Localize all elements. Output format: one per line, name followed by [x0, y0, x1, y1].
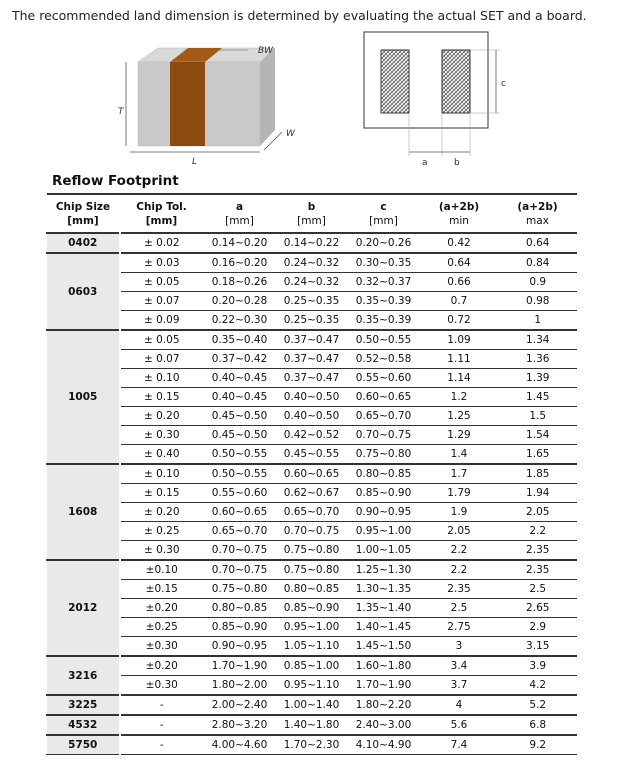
a2b-min-cell: 2.5 — [420, 599, 499, 618]
c-cell: 0.35~0.39 — [348, 311, 420, 331]
chip-tol-cell: ± 0.10 — [120, 464, 204, 484]
a2b-max-cell: 2.2 — [499, 522, 577, 541]
a2b-min-cell: 3.7 — [420, 676, 499, 696]
a2b-min-cell: 1.25 — [420, 407, 499, 426]
table-row — [47, 715, 577, 735]
a-cell: 0.35~0.40 — [204, 330, 276, 350]
table-row — [47, 560, 577, 580]
section-title: Reflow Footprint — [52, 173, 179, 189]
c-cell: 1.80~2.20 — [348, 695, 420, 715]
c-cell: 2.40~3.00 — [348, 715, 420, 735]
a2b-max-cell: 4.2 — [499, 676, 577, 696]
a2b-max-cell: 1.45 — [499, 388, 577, 407]
b-cell: 0.42~0.52 — [276, 426, 348, 445]
a2b-min-cell: 1.9 — [420, 503, 499, 522]
a-cell: 0.80~0.85 — [204, 599, 276, 618]
header-a: a [mm] — [204, 194, 276, 233]
a2b-min-cell: 5.6 — [420, 715, 499, 735]
a-cell: 0.55~0.60 — [204, 484, 276, 503]
a2b-max-cell: 1.85 — [499, 464, 577, 484]
a-cell: 0.40~0.45 — [204, 369, 276, 388]
chip-tol-cell: ± 0.20 — [120, 407, 204, 426]
chip-tol-cell: - — [120, 715, 204, 735]
a2b-min-cell: 1.09 — [420, 330, 499, 350]
b-cell: 0.95~1.00 — [276, 618, 348, 637]
b-cell: 0.25~0.35 — [276, 292, 348, 311]
label-bw: BW — [258, 46, 274, 56]
chip-size-cell: 1608 — [47, 464, 120, 560]
land-pad-right — [442, 50, 470, 113]
table-row — [47, 735, 577, 755]
b-cell: 1.40~1.80 — [276, 715, 348, 735]
a2b-min-cell: 0.66 — [420, 273, 499, 292]
reflow-footprint-table — [46, 193, 577, 755]
a2b-min-cell: 0.64 — [420, 253, 499, 273]
a2b-min-cell: 3.4 — [420, 656, 499, 676]
c-cell: 1.35~1.40 — [348, 599, 420, 618]
a2b-max-cell: 1.5 — [499, 407, 577, 426]
label-b: b — [454, 158, 460, 168]
a-cell: 4.00~4.60 — [204, 735, 276, 755]
a2b-min-cell: 3 — [420, 637, 499, 657]
chip-tol-cell: ± 0.40 — [120, 445, 204, 465]
chip-tol-cell: ± 0.15 — [120, 388, 204, 407]
c-cell: 1.00~1.05 — [348, 541, 420, 561]
table-row — [47, 656, 577, 676]
c-cell: 0.90~0.95 — [348, 503, 420, 522]
chip-tol-cell: ± 0.30 — [120, 541, 204, 561]
b-cell: 1.05~1.10 — [276, 637, 348, 657]
chip-tol-cell: ±0.30 — [120, 676, 204, 696]
land-pad-left — [381, 50, 409, 113]
a-cell: 0.14~0.20 — [204, 233, 276, 253]
b-cell: 0.25~0.35 — [276, 311, 348, 331]
chip-size-cell: 3216 — [47, 656, 120, 695]
c-cell: 1.70~1.90 — [348, 676, 420, 696]
chip-band-front — [170, 62, 205, 146]
b-cell: 0.45~0.55 — [276, 445, 348, 465]
b-cell: 0.24~0.32 — [276, 253, 348, 273]
a2b-max-cell: 1.54 — [499, 426, 577, 445]
c-cell: 0.85~0.90 — [348, 484, 420, 503]
a2b-max-cell: 5.2 — [499, 695, 577, 715]
chip-size-cell: 3225 — [47, 695, 120, 715]
a-cell: 0.40~0.45 — [204, 388, 276, 407]
a2b-max-cell: 1.65 — [499, 445, 577, 465]
table-row — [47, 464, 577, 484]
a2b-min-cell: 2.2 — [420, 541, 499, 561]
a-cell: 0.75~0.80 — [204, 580, 276, 599]
b-cell: 0.75~0.80 — [276, 541, 348, 561]
b-cell: 1.70~2.30 — [276, 735, 348, 755]
table-row — [47, 426, 577, 445]
c-cell: 1.45~1.50 — [348, 637, 420, 657]
a2b-min-cell: 2.75 — [420, 618, 499, 637]
c-cell: 0.30~0.35 — [348, 253, 420, 273]
a-cell: 0.65~0.70 — [204, 522, 276, 541]
c-cell: 0.60~0.65 — [348, 388, 420, 407]
b-cell: 0.70~0.75 — [276, 522, 348, 541]
label-c: c — [501, 79, 506, 89]
a-cell: 0.70~0.75 — [204, 541, 276, 561]
table-row — [47, 253, 577, 273]
table-row — [47, 580, 577, 599]
a-cell: 0.90~0.95 — [204, 637, 276, 657]
a2b-max-cell: 0.9 — [499, 273, 577, 292]
c-cell: 0.80~0.85 — [348, 464, 420, 484]
a-cell: 0.85~0.90 — [204, 618, 276, 637]
a2b-max-cell: 1 — [499, 311, 577, 331]
table-row — [47, 503, 577, 522]
table-row — [47, 618, 577, 637]
chip-size-cell: 0402 — [47, 233, 120, 253]
a2b-max-cell: 1.39 — [499, 369, 577, 388]
chip-tol-cell: ± 0.20 — [120, 503, 204, 522]
a2b-max-cell: 3.9 — [499, 656, 577, 676]
b-cell: 0.14~0.22 — [276, 233, 348, 253]
a2b-max-cell: 1.94 — [499, 484, 577, 503]
a2b-min-cell: 0.42 — [420, 233, 499, 253]
a-cell: 1.70~1.90 — [204, 656, 276, 676]
chip-tol-cell: ± 0.07 — [120, 292, 204, 311]
table-row — [47, 407, 577, 426]
a2b-max-cell: 0.84 — [499, 253, 577, 273]
a-cell: 0.45~0.50 — [204, 426, 276, 445]
chip-tol-cell: - — [120, 695, 204, 715]
c-cell: 1.60~1.80 — [348, 656, 420, 676]
header-a2b-max: (a+2b) max — [499, 194, 577, 233]
table-row — [47, 350, 577, 369]
a2b-min-cell: 2.35 — [420, 580, 499, 599]
a2b-max-cell: 2.35 — [499, 541, 577, 561]
a-cell: 0.50~0.55 — [204, 445, 276, 465]
chip-size-cell: 5750 — [47, 735, 120, 755]
a2b-max-cell: 1.34 — [499, 330, 577, 350]
a-cell: 0.22~0.30 — [204, 311, 276, 331]
b-cell: 0.62~0.67 — [276, 484, 348, 503]
table-row — [47, 637, 577, 657]
label-t: T — [118, 107, 124, 117]
a2b-max-cell: 2.65 — [499, 599, 577, 618]
table-body — [47, 233, 577, 755]
chip-tol-cell: ± 0.05 — [120, 330, 204, 350]
table-row — [47, 541, 577, 561]
a2b-min-cell: 1.11 — [420, 350, 499, 369]
table-row — [47, 369, 577, 388]
label-a: a — [422, 158, 428, 168]
c-cell: 0.20~0.26 — [348, 233, 420, 253]
chip-tol-cell: ±0.10 — [120, 560, 204, 580]
chip-size-cell: 1005 — [47, 330, 120, 464]
b-cell: 1.00~1.40 — [276, 695, 348, 715]
chip-tol-cell: ± 0.30 — [120, 426, 204, 445]
header-c: c [mm] — [348, 194, 420, 233]
a2b-min-cell: 1.2 — [420, 388, 499, 407]
land-pattern-figure — [350, 30, 540, 170]
a2b-min-cell: 1.4 — [420, 445, 499, 465]
c-cell: 0.95~1.00 — [348, 522, 420, 541]
a-cell: 0.18~0.26 — [204, 273, 276, 292]
b-cell: 0.60~0.65 — [276, 464, 348, 484]
table-row — [47, 330, 577, 350]
chip-tol-cell: ±0.30 — [120, 637, 204, 657]
header-chip-size: Chip Size [mm] — [47, 194, 120, 233]
a-cell: 0.37~0.42 — [204, 350, 276, 369]
chip-tol-cell: ± 0.09 — [120, 311, 204, 331]
chip-tol-cell: ±0.20 — [120, 656, 204, 676]
b-cell: 0.80~0.85 — [276, 580, 348, 599]
c-cell: 1.30~1.35 — [348, 580, 420, 599]
chip-3d-figure — [100, 40, 300, 180]
c-cell: 0.55~0.60 — [348, 369, 420, 388]
table-row — [47, 233, 577, 253]
chip-tol-cell: ± 0.07 — [120, 350, 204, 369]
b-cell: 0.75~0.80 — [276, 560, 348, 580]
chip-tol-cell: ±0.25 — [120, 618, 204, 637]
table-row — [47, 292, 577, 311]
chip-tol-cell: ± 0.10 — [120, 369, 204, 388]
a2b-max-cell: 2.5 — [499, 580, 577, 599]
a-cell: 0.16~0.20 — [204, 253, 276, 273]
b-cell: 0.24~0.32 — [276, 273, 348, 292]
c-cell: 0.75~0.80 — [348, 445, 420, 465]
a2b-min-cell: 1.7 — [420, 464, 499, 484]
a2b-max-cell: 9.2 — [499, 735, 577, 755]
header-a2b-min: (a+2b) min — [420, 194, 499, 233]
b-cell: 0.40~0.50 — [276, 388, 348, 407]
c-cell: 4.10~4.90 — [348, 735, 420, 755]
c-cell: 1.25~1.30 — [348, 560, 420, 580]
a-cell: 0.20~0.28 — [204, 292, 276, 311]
b-cell: 0.40~0.50 — [276, 407, 348, 426]
a2b-max-cell: 1.36 — [499, 350, 577, 369]
label-l: L — [192, 157, 198, 167]
chip-tol-cell: ± 0.05 — [120, 273, 204, 292]
a2b-min-cell: 1.29 — [420, 426, 499, 445]
table-row — [47, 695, 577, 715]
c-cell: 0.52~0.58 — [348, 350, 420, 369]
table-row — [47, 599, 577, 618]
b-cell: 0.37~0.47 — [276, 369, 348, 388]
a2b-min-cell: 4 — [420, 695, 499, 715]
header-chip-tol: Chip Tol. [mm] — [120, 194, 204, 233]
chip-tol-cell: ± 0.15 — [120, 484, 204, 503]
chip-tol-cell: ±0.15 — [120, 580, 204, 599]
intro-text: The recommended land dimension is determined by evaluating the actual SET and a board. — [12, 8, 587, 23]
b-cell: 0.85~0.90 — [276, 599, 348, 618]
c-cell: 0.65~0.70 — [348, 407, 420, 426]
a-cell: 1.80~2.00 — [204, 676, 276, 696]
a-cell: 0.50~0.55 — [204, 464, 276, 484]
a-cell: 0.70~0.75 — [204, 560, 276, 580]
a2b-min-cell: 0.7 — [420, 292, 499, 311]
table-row — [47, 311, 577, 331]
a2b-min-cell: 1.14 — [420, 369, 499, 388]
a2b-max-cell: 6.8 — [499, 715, 577, 735]
a-cell: 0.45~0.50 — [204, 407, 276, 426]
a-cell: 2.00~2.40 — [204, 695, 276, 715]
a2b-max-cell: 0.98 — [499, 292, 577, 311]
chip-right-face — [260, 48, 275, 146]
c-cell: 0.70~0.75 — [348, 426, 420, 445]
table-row — [47, 676, 577, 696]
a2b-max-cell: 2.9 — [499, 618, 577, 637]
b-cell: 0.37~0.47 — [276, 350, 348, 369]
table-row — [47, 445, 577, 465]
a-cell: 2.80~3.20 — [204, 715, 276, 735]
a2b-max-cell: 3.15 — [499, 637, 577, 657]
label-w: W — [286, 129, 295, 139]
chip-size-cell: 0603 — [47, 253, 120, 330]
table-header-row — [47, 194, 577, 233]
a2b-min-cell: 2.05 — [420, 522, 499, 541]
a2b-min-cell: 0.72 — [420, 311, 499, 331]
header-b: b [mm] — [276, 194, 348, 233]
b-cell: 0.37~0.47 — [276, 330, 348, 350]
a-cell: 0.60~0.65 — [204, 503, 276, 522]
chip-size-cell: 2012 — [47, 560, 120, 656]
c-cell: 0.50~0.55 — [348, 330, 420, 350]
b-cell: 0.65~0.70 — [276, 503, 348, 522]
a2b-max-cell: 0.64 — [499, 233, 577, 253]
chip-tol-cell: ± 0.03 — [120, 253, 204, 273]
a2b-min-cell: 2.2 — [420, 560, 499, 580]
a2b-max-cell: 2.05 — [499, 503, 577, 522]
b-cell: 0.95~1.10 — [276, 676, 348, 696]
chip-tol-cell: - — [120, 735, 204, 755]
a2b-min-cell: 1.79 — [420, 484, 499, 503]
a2b-max-cell: 2.35 — [499, 560, 577, 580]
c-cell: 1.40~1.45 — [348, 618, 420, 637]
b-cell: 0.85~1.00 — [276, 656, 348, 676]
table-row — [47, 273, 577, 292]
chip-size-cell: 4532 — [47, 715, 120, 735]
chip-tol-cell: ±0.20 — [120, 599, 204, 618]
a2b-min-cell: 7.4 — [420, 735, 499, 755]
chip-tol-cell: ± 0.25 — [120, 522, 204, 541]
c-cell: 0.32~0.37 — [348, 273, 420, 292]
table-row — [47, 522, 577, 541]
table-row — [47, 484, 577, 503]
table-row — [47, 388, 577, 407]
chip-tol-cell: ± 0.02 — [120, 233, 204, 253]
c-cell: 0.35~0.39 — [348, 292, 420, 311]
